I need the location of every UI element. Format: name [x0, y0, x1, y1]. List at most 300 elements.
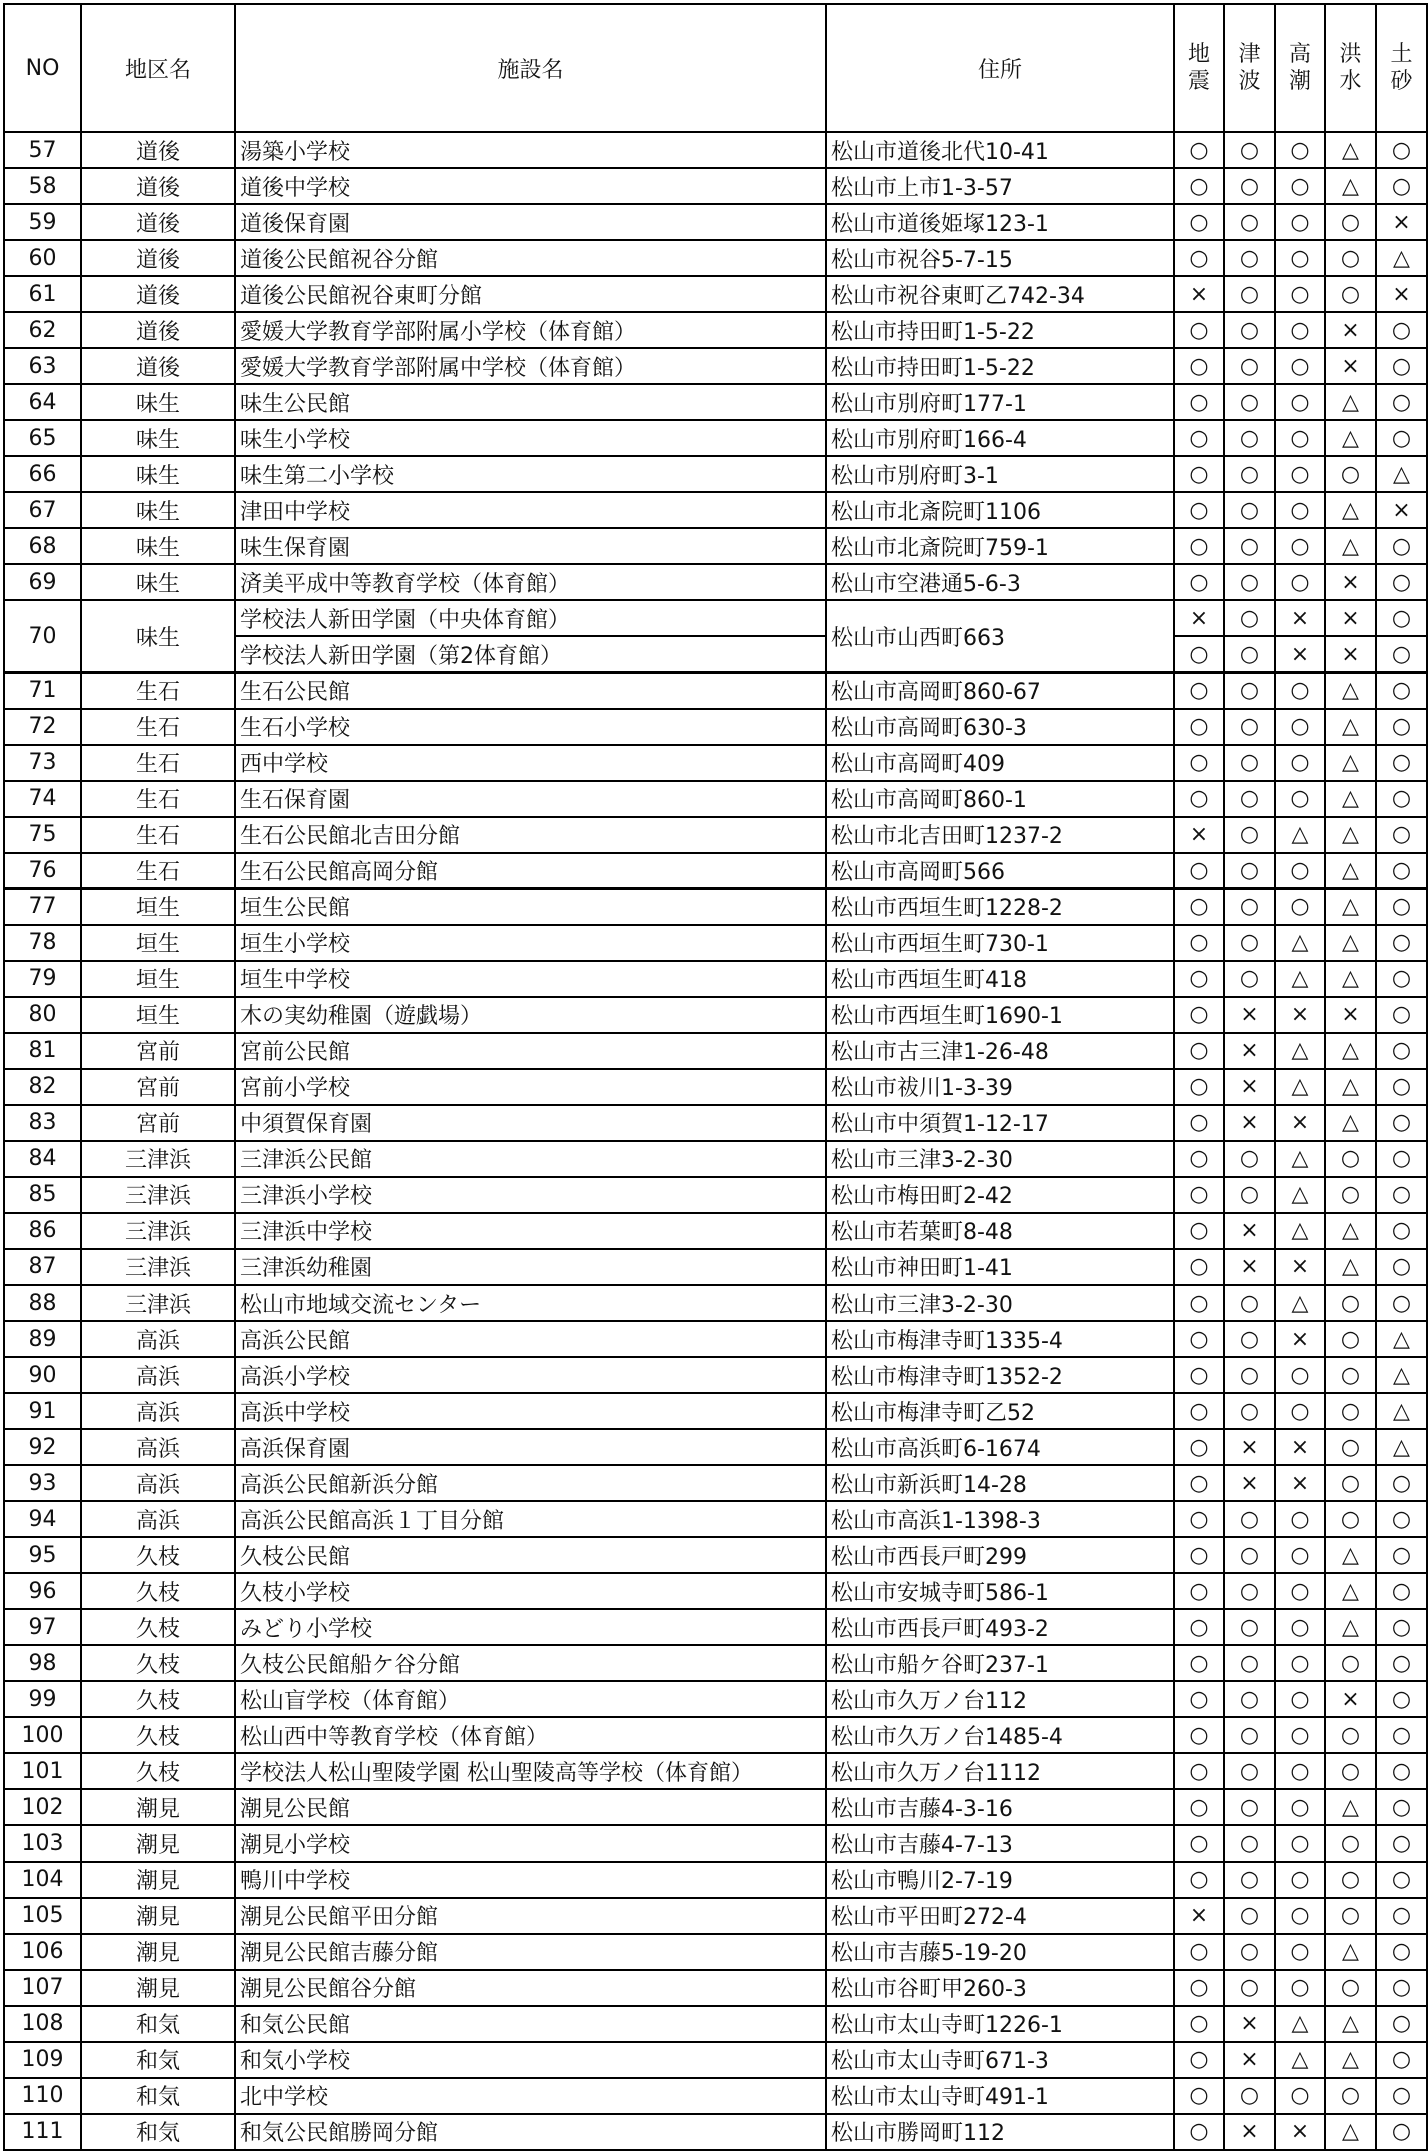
table-row: [4, 240, 1427, 276]
table-row: [4, 132, 1427, 168]
row-storm-surge: ○: [1275, 276, 1325, 312]
row-landslide: ○: [1376, 672, 1427, 708]
row-storm-surge: △: [1275, 817, 1325, 853]
row-storm-surge: ×: [1275, 636, 1325, 672]
row-district: 生石: [81, 709, 235, 745]
row-tsunami: ○: [1224, 204, 1275, 240]
table-row: [4, 1357, 1427, 1393]
row-earthquake: ○: [1174, 1970, 1224, 2006]
row-storm-surge: ○: [1275, 1934, 1325, 1970]
row-storm-surge: ○: [1275, 1717, 1325, 1753]
row-landslide: ○: [1376, 709, 1427, 745]
row-flood: ×: [1325, 997, 1376, 1033]
row-no: 90: [4, 1357, 81, 1393]
row-facility: 和気小学校: [235, 2042, 826, 2078]
row-address: 松山市吉藤4-3-16: [826, 1789, 1174, 1825]
row-tsunami: ○: [1224, 600, 1275, 636]
row-facility: 津田中学校: [235, 492, 826, 528]
row-earthquake: ○: [1174, 348, 1224, 384]
table-row: [4, 1393, 1427, 1429]
table-row: [4, 1934, 1427, 1970]
row-landslide: ○: [1376, 1501, 1427, 1537]
row-tsunami: ○: [1224, 1501, 1275, 1537]
row-landslide: ○: [1376, 132, 1427, 168]
row-tsunami: ×: [1224, 1429, 1275, 1465]
row-storm-surge: ○: [1275, 384, 1325, 420]
row-landslide: ○: [1376, 1213, 1427, 1249]
row-flood: △: [1325, 420, 1376, 456]
header-row: [4, 4, 1427, 132]
row-address: 松山市山西町663: [826, 600, 1174, 672]
row-landslide: ○: [1376, 1609, 1427, 1645]
row-storm-surge: ○: [1275, 1573, 1325, 1609]
row-flood: ○: [1325, 1285, 1376, 1321]
table-row: [4, 168, 1427, 204]
row-no: 103: [4, 1825, 81, 1861]
row-landslide: ×: [1376, 204, 1427, 240]
row-storm-surge: ○: [1275, 204, 1325, 240]
row-no: 108: [4, 2006, 81, 2042]
header-earthquake-text: 地震: [1187, 42, 1210, 94]
row-tsunami: ○: [1224, 1321, 1275, 1357]
row-facility: 湯築小学校: [235, 132, 826, 168]
table-row: [4, 1177, 1427, 1213]
row-facility: 味生第二小学校: [235, 456, 826, 492]
row-no: 71: [4, 672, 81, 708]
row-no: 72: [4, 709, 81, 745]
row-storm-surge: ×: [1275, 1465, 1325, 1501]
row-address: 松山市新浜町14-28: [826, 1465, 1174, 1501]
row-storm-surge: △: [1275, 925, 1325, 961]
row-earthquake: ○: [1174, 1285, 1224, 1321]
row-address: 松山市上市1-3-57: [826, 168, 1174, 204]
row-facility: 北中学校: [235, 2078, 826, 2114]
row-earthquake: ×: [1174, 276, 1224, 312]
row-no: 89: [4, 1321, 81, 1357]
row-flood: ○: [1325, 1357, 1376, 1393]
row-earthquake: ○: [1174, 636, 1224, 672]
row-no: 86: [4, 1213, 81, 1249]
row-no: 79: [4, 961, 81, 997]
row-storm-surge: ○: [1275, 564, 1325, 600]
table-row: [4, 1249, 1427, 1285]
header-tsunami-text: 津波: [1238, 42, 1261, 94]
row-earthquake: ○: [1174, 1717, 1224, 1753]
row-no: 77: [4, 889, 81, 925]
row-landslide: ○: [1376, 384, 1427, 420]
row-address: 松山市北吉田町1237-2: [826, 817, 1174, 853]
row-earthquake: ○: [1174, 1537, 1224, 1573]
row-flood: ○: [1325, 1717, 1376, 1753]
row-landslide: ○: [1376, 745, 1427, 781]
header-landslide: [1376, 4, 1427, 132]
row-flood: ○: [1325, 1898, 1376, 1934]
row-earthquake: ○: [1174, 1357, 1224, 1393]
row-landslide: ○: [1376, 1645, 1427, 1681]
row-address: 松山市太山寺町1226-1: [826, 2006, 1174, 2042]
row-earthquake: ○: [1174, 528, 1224, 564]
row-flood: △: [1325, 1789, 1376, 1825]
table-row: [4, 745, 1427, 781]
row-address: 松山市久万ノ台1112: [826, 1753, 1174, 1789]
row-earthquake: ×: [1174, 1898, 1224, 1934]
row-flood: ×: [1325, 564, 1376, 600]
row-district: 味生: [81, 492, 235, 528]
row-address: 松山市西垣生町1228-2: [826, 889, 1174, 925]
header-facility: 施設名: [235, 4, 826, 132]
row-facility: 高浜公民館: [235, 1321, 826, 1357]
row-facility: 生石公民館: [235, 672, 826, 708]
table-row: [4, 564, 1427, 600]
table-row: [4, 456, 1427, 492]
row-flood: ×: [1325, 600, 1376, 636]
row-district: 潮見: [81, 1898, 235, 1934]
row-earthquake: ○: [1174, 204, 1224, 240]
row-landslide: ○: [1376, 853, 1427, 889]
row-facility: 和気公民館勝岡分館: [235, 2114, 826, 2150]
row-address: 松山市船ケ谷町237-1: [826, 1645, 1174, 1681]
row-facility: みどり小学校: [235, 1609, 826, 1645]
row-facility: 高浜公民館高浜１丁目分館: [235, 1501, 826, 1537]
row-address: 松山市高岡町860-1: [826, 781, 1174, 817]
row-storm-surge: ○: [1275, 709, 1325, 745]
row-district: 宮前: [81, 1105, 235, 1141]
row-address: 松山市高岡町409: [826, 745, 1174, 781]
table-row: [4, 1537, 1427, 1573]
row-address: 松山市持田町1-5-22: [826, 348, 1174, 384]
row-storm-surge: ×: [1275, 1249, 1325, 1285]
row-flood: ○: [1325, 1429, 1376, 1465]
row-address: 松山市三津3-2-30: [826, 1141, 1174, 1177]
row-earthquake: ○: [1174, 1105, 1224, 1141]
row-storm-surge: ○: [1275, 348, 1325, 384]
row-address: 松山市北斎院町759-1: [826, 528, 1174, 564]
row-storm-surge: ○: [1275, 1898, 1325, 1934]
row-tsunami: ○: [1224, 240, 1275, 276]
row-no: 69: [4, 564, 81, 600]
row-flood: △: [1325, 781, 1376, 817]
row-earthquake: ○: [1174, 1249, 1224, 1285]
row-facility: 宮前公民館: [235, 1033, 826, 1069]
row-no: 97: [4, 1609, 81, 1645]
table-row: [4, 1898, 1427, 1934]
header-address: 住所: [826, 4, 1174, 132]
table-row: [4, 2114, 1427, 2150]
row-landslide: ○: [1376, 1105, 1427, 1141]
row-facility: 木の実幼稚園（遊戯場）: [235, 997, 826, 1033]
row-address: 松山市吉藤4-7-13: [826, 1825, 1174, 1861]
row-facility: 三津浜中学校: [235, 1213, 826, 1249]
row-tsunami: ○: [1224, 781, 1275, 817]
row-storm-surge: ○: [1275, 456, 1325, 492]
row-tsunami: ○: [1224, 1681, 1275, 1717]
row-address: 松山市古三津1-26-48: [826, 1033, 1174, 1069]
row-address: 松山市別府町177-1: [826, 384, 1174, 420]
row-district: 和気: [81, 2042, 235, 2078]
row-flood: △: [1325, 1609, 1376, 1645]
row-flood: △: [1325, 492, 1376, 528]
row-address: 松山市西垣生町730-1: [826, 925, 1174, 961]
row-facility: 学校法人新田学園（第2体育館）: [235, 636, 826, 672]
table-row: [4, 2078, 1427, 2114]
row-flood: △: [1325, 1069, 1376, 1105]
row-facility: 高浜保育園: [235, 1429, 826, 1465]
row-earthquake: ○: [1174, 384, 1224, 420]
row-district: 潮見: [81, 1825, 235, 1861]
row-no: 66: [4, 456, 81, 492]
row-facility: 垣生公民館: [235, 889, 826, 925]
header-earthquake: [1174, 4, 1224, 132]
row-earthquake: ○: [1174, 1934, 1224, 1970]
row-earthquake: ○: [1174, 1501, 1224, 1537]
row-facility: 高浜中学校: [235, 1393, 826, 1429]
row-earthquake: ○: [1174, 2006, 1224, 2042]
row-no: 100: [4, 1717, 81, 1753]
row-flood: △: [1325, 745, 1376, 781]
row-facility: 和気公民館: [235, 2006, 826, 2042]
row-landslide: ○: [1376, 2114, 1427, 2150]
row-facility: 松山市地域交流センター: [235, 1285, 826, 1321]
header-no: NO: [4, 4, 81, 132]
row-flood: ○: [1325, 1825, 1376, 1861]
row-landslide: △: [1376, 1321, 1427, 1357]
table-row: [4, 276, 1427, 312]
row-flood: ○: [1325, 1501, 1376, 1537]
row-address: 松山市道後北代10-41: [826, 132, 1174, 168]
table-row: [4, 1213, 1427, 1249]
row-tsunami: ○: [1224, 492, 1275, 528]
row-storm-surge: ○: [1275, 853, 1325, 889]
table-row: [4, 1645, 1427, 1681]
row-landslide: ○: [1376, 1898, 1427, 1934]
row-no: 62: [4, 312, 81, 348]
row-storm-surge: △: [1275, 1177, 1325, 1213]
row-district: 高浜: [81, 1321, 235, 1357]
row-tsunami: ○: [1224, 168, 1275, 204]
row-no: 68: [4, 528, 81, 564]
row-address: 松山市中須賀1-12-17: [826, 1105, 1174, 1141]
row-address: 松山市若葉町8-48: [826, 1213, 1174, 1249]
table-row: [4, 528, 1427, 564]
table-row: [4, 853, 1427, 889]
row-earthquake: ○: [1174, 925, 1224, 961]
row-landslide: ○: [1376, 528, 1427, 564]
row-landslide: ○: [1376, 1285, 1427, 1321]
row-earthquake: ○: [1174, 1609, 1224, 1645]
row-storm-surge: ○: [1275, 2078, 1325, 2114]
row-flood: △: [1325, 889, 1376, 925]
row-earthquake: ○: [1174, 889, 1224, 925]
table-row: [4, 1285, 1427, 1321]
row-address: 松山市久万ノ台1485-4: [826, 1717, 1174, 1753]
table-row: [4, 1429, 1427, 1465]
row-tsunami: ○: [1224, 348, 1275, 384]
row-district: 垣生: [81, 925, 235, 961]
row-flood: △: [1325, 384, 1376, 420]
row-landslide: ○: [1376, 1970, 1427, 2006]
row-district: 和気: [81, 2114, 235, 2150]
table-row: [4, 1033, 1427, 1069]
row-district: 久枝: [81, 1609, 235, 1645]
row-no: 107: [4, 1970, 81, 2006]
row-tsunami: ×: [1224, 1069, 1275, 1105]
row-earthquake: ○: [1174, 564, 1224, 600]
row-landslide: ○: [1376, 1537, 1427, 1573]
row-facility: 垣生中学校: [235, 961, 826, 997]
table-row: [4, 1970, 1427, 2006]
row-address: 松山市谷町甲260-3: [826, 1970, 1174, 2006]
row-earthquake: ○: [1174, 1862, 1224, 1898]
row-address: 松山市吉藤5-19-20: [826, 1934, 1174, 1970]
row-landslide: ○: [1376, 636, 1427, 672]
row-flood: ○: [1325, 1321, 1376, 1357]
row-facility: 潮見公民館: [235, 1789, 826, 1825]
row-no: 59: [4, 204, 81, 240]
row-no: 83: [4, 1105, 81, 1141]
row-no: 73: [4, 745, 81, 781]
row-district: 潮見: [81, 1862, 235, 1898]
row-facility: 西中学校: [235, 745, 826, 781]
row-flood: △: [1325, 817, 1376, 853]
row-flood: ○: [1325, 1645, 1376, 1681]
row-tsunami: ○: [1224, 853, 1275, 889]
row-no: 75: [4, 817, 81, 853]
table-row: [4, 2006, 1427, 2042]
row-district: 生石: [81, 853, 235, 889]
row-district: 潮見: [81, 1934, 235, 1970]
row-no: 110: [4, 2078, 81, 2114]
row-address: 松山市祝谷東町乙742-34: [826, 276, 1174, 312]
row-earthquake: ○: [1174, 2078, 1224, 2114]
row-landslide: ×: [1376, 276, 1427, 312]
row-facility: 宮前小学校: [235, 1069, 826, 1105]
row-tsunami: ○: [1224, 1717, 1275, 1753]
row-district: 高浜: [81, 1393, 235, 1429]
table-row: [4, 781, 1427, 817]
row-address: 松山市北斎院町1106: [826, 492, 1174, 528]
row-storm-surge: ○: [1275, 1825, 1325, 1861]
table-row: [4, 348, 1427, 384]
row-no: 98: [4, 1645, 81, 1681]
row-no: 64: [4, 384, 81, 420]
row-flood: △: [1325, 1573, 1376, 1609]
row-district: 道後: [81, 240, 235, 276]
row-district: 高浜: [81, 1357, 235, 1393]
row-storm-surge: ×: [1275, 997, 1325, 1033]
row-landslide: ○: [1376, 168, 1427, 204]
row-address: 松山市別府町166-4: [826, 420, 1174, 456]
row-storm-surge: △: [1275, 961, 1325, 997]
row-storm-surge: △: [1275, 1033, 1325, 1069]
row-landslide: ○: [1376, 1177, 1427, 1213]
row-earthquake: ○: [1174, 168, 1224, 204]
row-tsunami: ○: [1224, 456, 1275, 492]
row-district: 味生: [81, 528, 235, 564]
table-row: [4, 492, 1427, 528]
row-tsunami: ○: [1224, 1645, 1275, 1681]
row-landslide: △: [1376, 240, 1427, 276]
row-tsunami: ○: [1224, 1609, 1275, 1645]
row-facility: 松山盲学校（体育館）: [235, 1681, 826, 1717]
row-district: 三津浜: [81, 1285, 235, 1321]
row-facility: 済美平成中等教育学校（体育館）: [235, 564, 826, 600]
row-flood: △: [1325, 1537, 1376, 1573]
row-address: 松山市高岡町630-3: [826, 709, 1174, 745]
row-earthquake: ○: [1174, 1033, 1224, 1069]
row-no: 70: [4, 600, 81, 672]
row-no: 106: [4, 1934, 81, 1970]
row-no: 94: [4, 1501, 81, 1537]
row-facility: 三津浜小学校: [235, 1177, 826, 1213]
row-flood: △: [1325, 1213, 1376, 1249]
row-no: 88: [4, 1285, 81, 1321]
row-facility: 味生小学校: [235, 420, 826, 456]
row-district: 三津浜: [81, 1249, 235, 1285]
row-district: 道後: [81, 312, 235, 348]
row-facility: 松山西中等教育学校（体育館）: [235, 1717, 826, 1753]
row-earthquake: ○: [1174, 1177, 1224, 1213]
row-storm-surge: △: [1275, 1213, 1325, 1249]
row-earthquake: ○: [1174, 420, 1224, 456]
row-tsunami: ○: [1224, 1393, 1275, 1429]
row-earthquake: ○: [1174, 672, 1224, 708]
row-earthquake: ○: [1174, 1213, 1224, 1249]
row-landslide: ○: [1376, 1141, 1427, 1177]
table-row: [4, 600, 1427, 636]
row-address: 松山市梅田町2-42: [826, 1177, 1174, 1213]
row-tsunami: ○: [1224, 817, 1275, 853]
row-earthquake: ×: [1174, 817, 1224, 853]
row-facility: 生石公民館北吉田分館: [235, 817, 826, 853]
row-flood: ○: [1325, 456, 1376, 492]
row-earthquake: ○: [1174, 1825, 1224, 1861]
row-flood: ○: [1325, 1970, 1376, 2006]
row-district: 道後: [81, 276, 235, 312]
row-landslide: ○: [1376, 420, 1427, 456]
row-tsunami: ○: [1224, 672, 1275, 708]
row-earthquake: ○: [1174, 1321, 1224, 1357]
row-no: 99: [4, 1681, 81, 1717]
row-storm-surge: ○: [1275, 745, 1325, 781]
row-no: 67: [4, 492, 81, 528]
row-landslide: ○: [1376, 1249, 1427, 1285]
row-landslide: ○: [1376, 2042, 1427, 2078]
row-landslide: ○: [1376, 925, 1427, 961]
table-row: [4, 2042, 1427, 2078]
row-district: 久枝: [81, 1681, 235, 1717]
row-tsunami: ×: [1224, 1465, 1275, 1501]
row-tsunami: ×: [1224, 1105, 1275, 1141]
row-storm-surge: △: [1275, 2042, 1325, 2078]
row-district: 垣生: [81, 961, 235, 997]
row-district: 高浜: [81, 1501, 235, 1537]
row-no: 60: [4, 240, 81, 276]
row-district: 三津浜: [81, 1141, 235, 1177]
row-flood: △: [1325, 672, 1376, 708]
row-address: 松山市西長戸町493-2: [826, 1609, 1174, 1645]
row-no: 105: [4, 1898, 81, 1934]
row-storm-surge: ○: [1275, 889, 1325, 925]
evacuation-facility-table: [3, 3, 1428, 2151]
row-address: 松山市祝谷5-7-15: [826, 240, 1174, 276]
row-landslide: ○: [1376, 961, 1427, 997]
row-storm-surge: ○: [1275, 1393, 1325, 1429]
row-no: 92: [4, 1429, 81, 1465]
row-tsunami: ○: [1224, 1898, 1275, 1934]
row-earthquake: ○: [1174, 1429, 1224, 1465]
row-landslide: ○: [1376, 2006, 1427, 2042]
row-storm-surge: ×: [1275, 2114, 1325, 2150]
